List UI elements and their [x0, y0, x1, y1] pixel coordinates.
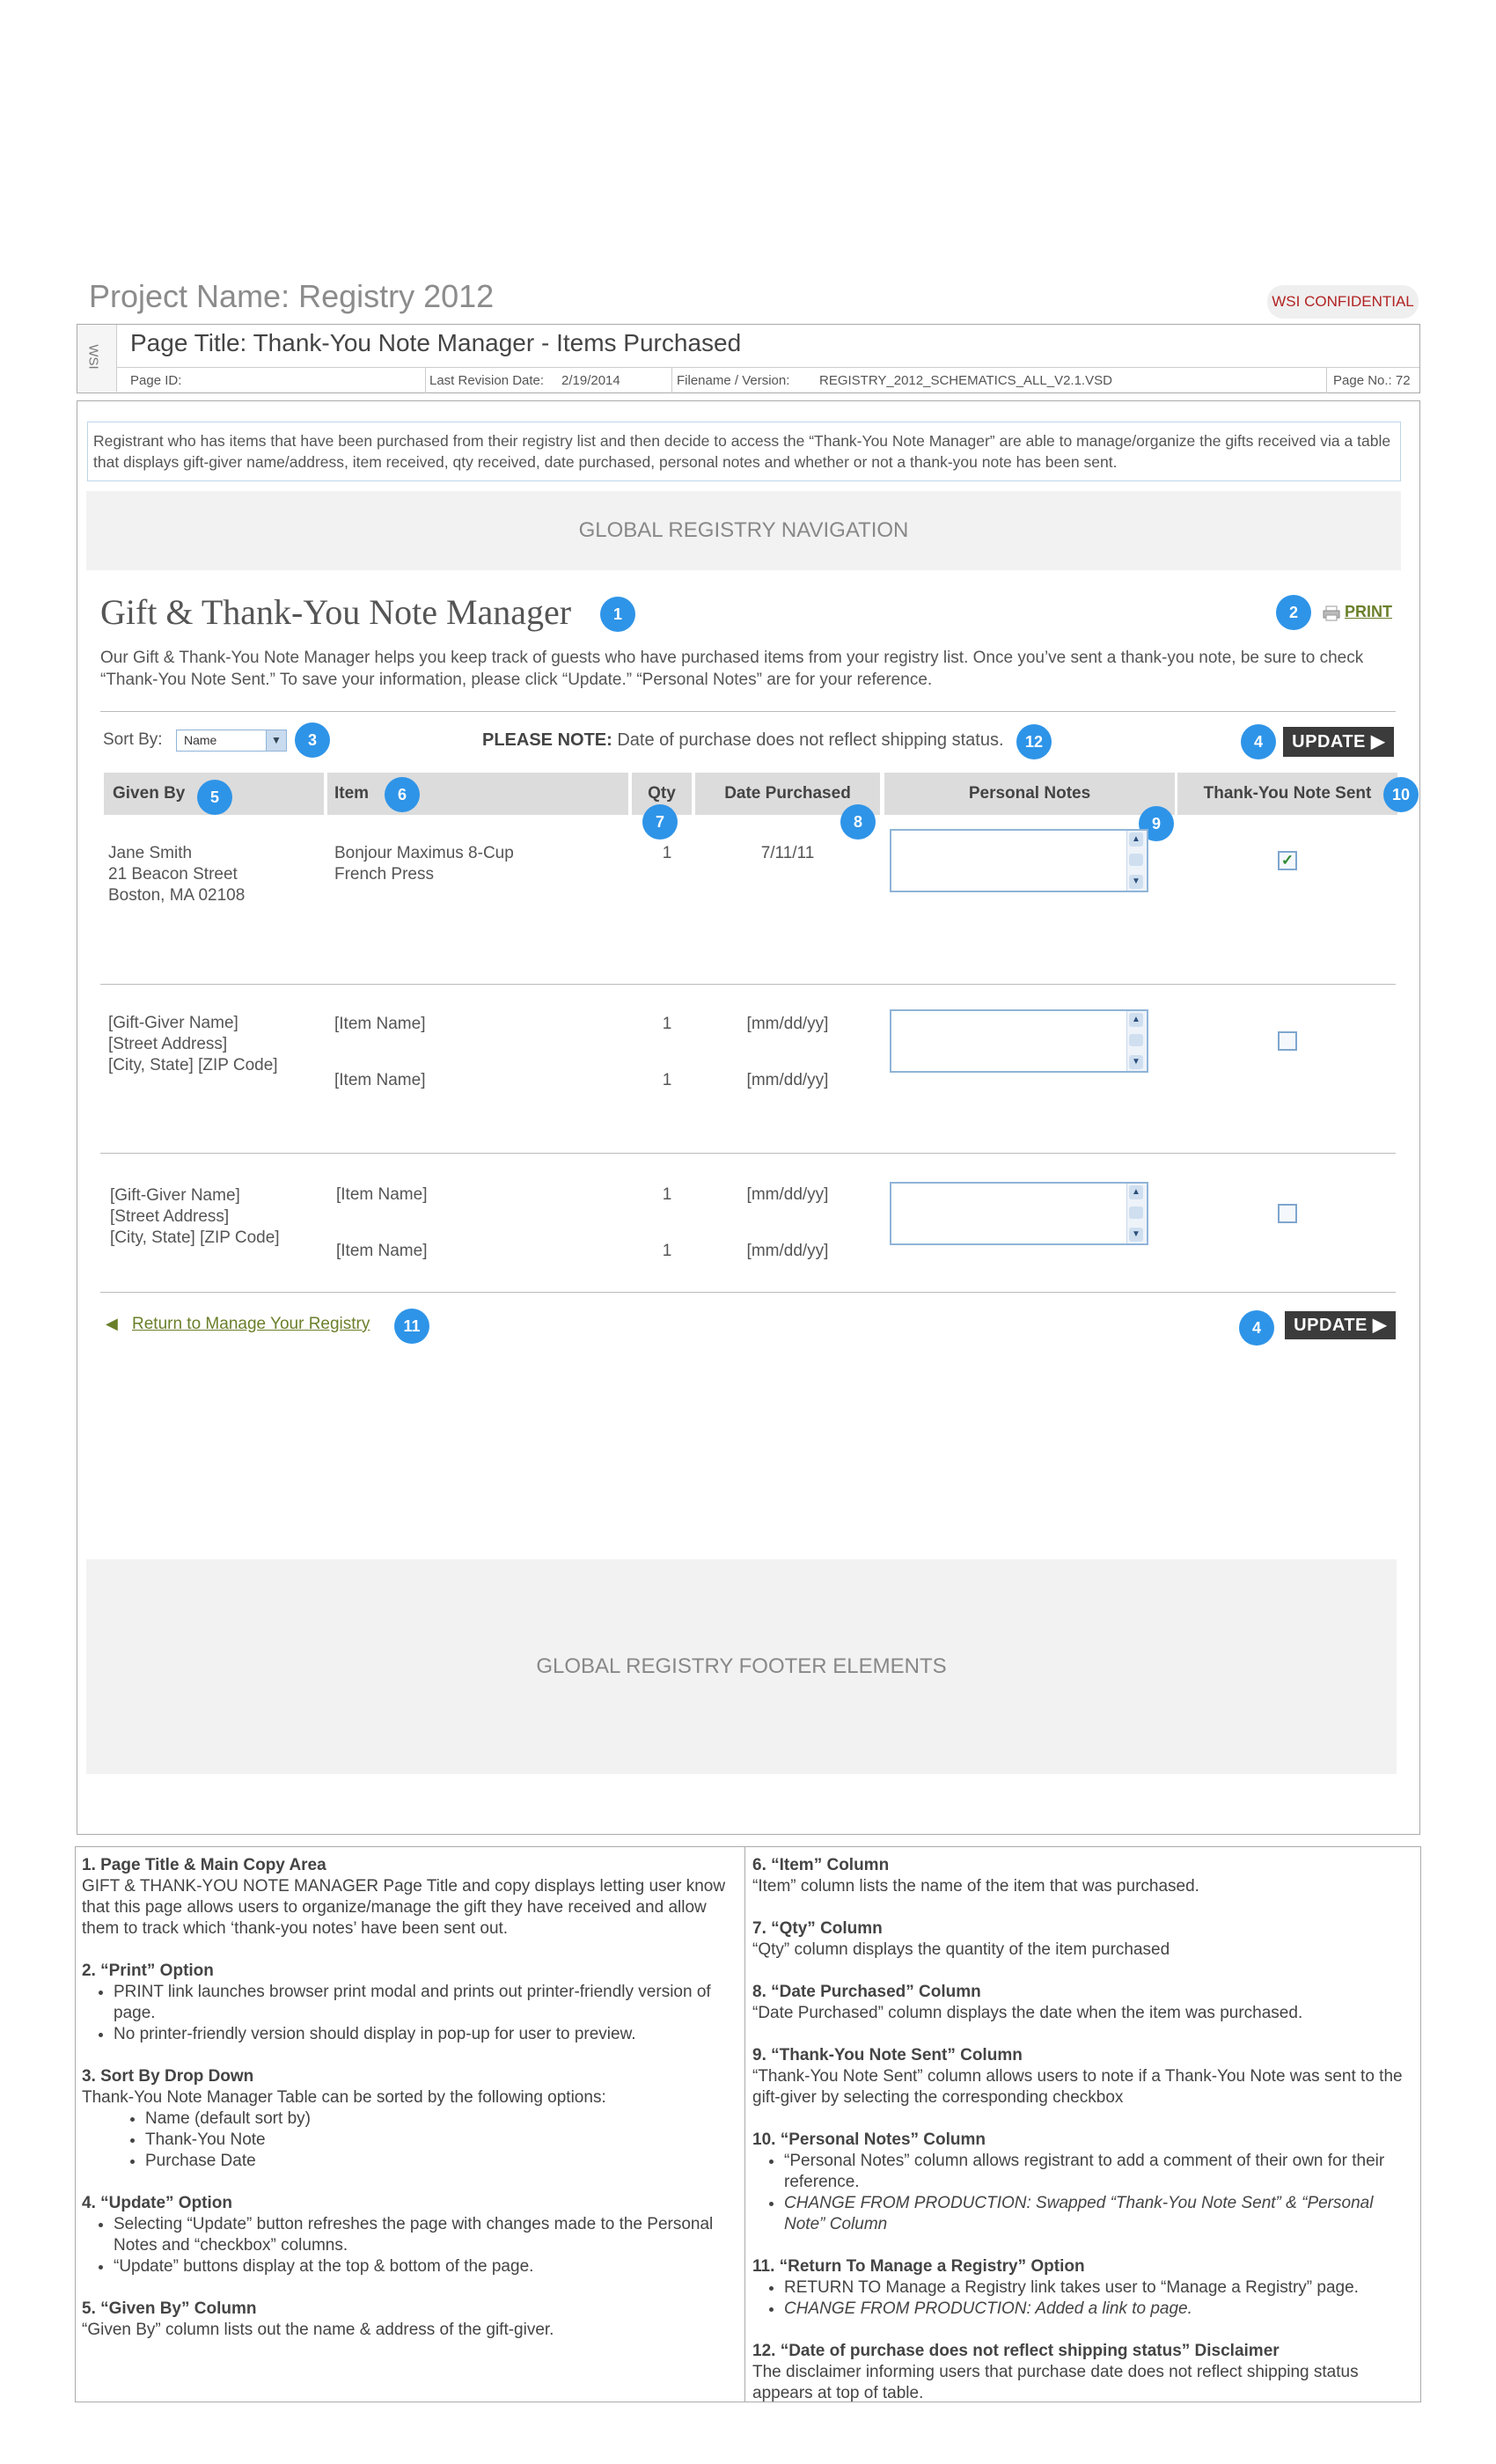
page-number: Page No.: 72 — [1333, 373, 1411, 388]
return-to-manage-registry-link[interactable]: Return to Manage Your Registry — [132, 1315, 370, 1333]
note-bullet: • Thank-You Note — [145, 2130, 737, 2151]
column-header-date-purchased[interactable]: Date Purchased — [695, 773, 880, 815]
note-text: “Qty” column displays the quantity of the item purchased — [752, 1940, 1170, 1959]
confidential-badge: WSI CONFIDENTIAL — [1267, 285, 1419, 319]
note-bullet: • “Personal Notes” column allows registrant to add a comment of their own for their reference. — [784, 2151, 1414, 2193]
giver-city: Boston, MA 02108 — [108, 886, 246, 905]
update-button-top[interactable]: UPDATE ▶ — [1283, 727, 1394, 757]
scroll-down-icon[interactable]: ▼ — [1129, 875, 1143, 889]
scroll-up-icon[interactable]: ▲ — [1129, 1185, 1143, 1199]
sort-by-label: Sort By: — [103, 730, 163, 749]
giver-name: [Gift-Giver Name] — [110, 1186, 240, 1205]
item-date: [mm/dd/yy] — [746, 1185, 829, 1204]
item-qty: 1 — [662, 1242, 672, 1260]
scrollbar[interactable] — [1126, 831, 1147, 891]
item-date: [mm/dd/yy] — [746, 1015, 829, 1033]
annotation-badge-4-bottom: 4 — [1239, 1310, 1274, 1346]
scroll-up-icon[interactable]: ▲ — [1129, 1013, 1143, 1027]
item-qty: 1 — [662, 1185, 672, 1204]
annotation-badge-8: 8 — [840, 804, 876, 840]
filename-label: Filename / Version: — [677, 373, 790, 388]
giver-address — [110, 1185, 280, 1249]
sort-by-select[interactable] — [176, 730, 287, 752]
shipping-disclaimer — [482, 730, 1004, 751]
annotation-badge-9: 9 — [1139, 806, 1174, 841]
item-name: [Item Name] — [336, 1242, 428, 1260]
scrollbar[interactable] — [1126, 1184, 1147, 1243]
scroll-down-icon[interactable]: ▼ — [1129, 1055, 1143, 1069]
global-navigation-placeholder: GLOBAL REGISTRY NAVIGATION — [86, 491, 1401, 570]
item-qty: 1 — [662, 1015, 672, 1033]
intro-description: Registrant who has items that have been purchased from their registry list and then decide to access the “Thank-You Note Manager” are able to manage/organize the gifts received via a table that displays gift-giver name/address, item received, qty received, date purchased, personal notes and whether or not a thank-you note has been sent. — [87, 422, 1401, 481]
note-title: 10. “Personal Notes” Column — [752, 2130, 986, 2149]
note-text: “Given By” column lists out the name & address of the gift-giver. — [82, 2321, 554, 2339]
item-date: [mm/dd/yy] — [746, 1071, 829, 1089]
giver-city: [City, State] [ZIP Code] — [110, 1228, 280, 1247]
notes-left-column — [82, 1855, 737, 2362]
item-date: 7/11/11 — [760, 844, 815, 862]
note-title: 2. “Print” Option — [82, 1962, 214, 1980]
giver-city: [City, State] [ZIP Code] — [108, 1056, 278, 1074]
row-divider — [100, 984, 1396, 985]
item-name: [Item Name] — [336, 1185, 428, 1204]
page-title: Page Title: Thank-You Note Manager - Items Purchased — [130, 329, 742, 356]
annotation-badge-7: 7 — [642, 804, 678, 840]
manager-copy: Our Gift & Thank-You Note Manager helps you keep track of guests who have purchased items from your registry list. Once you’ve sent a thank-you note, be sure to check “Thank-You Note Sent.” To save your information, please click “Update.” “Personal Notes” are for your reference. — [100, 649, 1364, 689]
giver-street: [Street Address] — [110, 1207, 230, 1226]
item-name: [Item Name] — [334, 1071, 426, 1089]
item-qty: 1 — [662, 844, 672, 862]
chevron-down-icon[interactable]: ▼ — [266, 730, 286, 751]
project-title: Project Name: Registry 2012 — [89, 278, 495, 314]
note-title: 8. “Date Purchased” Column — [752, 1983, 981, 2001]
personal-notes-textarea[interactable] — [890, 1182, 1148, 1245]
column-header-item[interactable]: Item — [327, 773, 628, 815]
item-qty: 1 — [662, 1071, 672, 1089]
thank-you-sent-checkbox[interactable]: ✓ — [1278, 851, 1297, 870]
note-title: 3. Sort By Drop Down — [82, 2067, 254, 2086]
wsi-tag-label: WSI — [85, 344, 101, 370]
sort-by-value: Name — [184, 733, 217, 747]
divider — [100, 711, 1396, 712]
note-title: 11. “Return To Manage a Registry” Option — [752, 2257, 1085, 2276]
personal-notes-textarea[interactable] — [890, 829, 1148, 892]
scroll-up-icon[interactable]: ▲ — [1129, 832, 1143, 847]
please-note-text: Date of purchase does not reflect shipping status. — [617, 730, 1004, 750]
note-bullet: • CHANGE FROM PRODUCTION: Swapped “Thank-You Note Sent” & “Personal Note” Column — [784, 2193, 1414, 2235]
note-title: 6. “Item” Column — [752, 1856, 890, 1874]
note-bullet: • Purchase Date — [145, 2151, 737, 2172]
note-text: GIFT & THANK-YOU NOTE MANAGER Page Title and copy displays letting user know that this page allows users to organize/manage the gift they have received and allow them to track which ‘thank-you notes’ have been sent out. — [82, 1877, 726, 1938]
personal-notes-textarea[interactable] — [890, 1009, 1148, 1073]
annotation-badge-11: 11 — [394, 1309, 429, 1344]
note-bullet: • RETURN TO Manage a Registry link takes user to “Manage a Registry” page. — [784, 2277, 1414, 2299]
scroll-down-icon[interactable]: ▼ — [1129, 1228, 1143, 1242]
last-revision-value: 2/19/2014 — [561, 373, 620, 388]
thank-you-sent-checkbox[interactable] — [1278, 1031, 1297, 1051]
annotation-badge-5: 5 — [197, 780, 232, 815]
annotation-badge-6: 6 — [385, 777, 420, 812]
note-bullet: • Selecting “Update” button refreshes the page with changes made to the Personal Notes and “checkbox” columns. — [114, 2214, 737, 2256]
annotation-badge-4-top: 4 — [1241, 724, 1276, 759]
note-text: “Thank-You Note Sent” column allows users to note if a Thank-You Note was sent to the gift-giver by selecting the corresponding checkbox — [752, 2067, 1403, 2107]
update-button-bottom[interactable]: UPDATE ▶ — [1285, 1311, 1396, 1339]
annotation-badge-3: 3 — [295, 722, 330, 758]
note-title: 5. “Given By” Column — [82, 2299, 257, 2318]
note-title: 4. “Update” Option — [82, 2194, 232, 2212]
giver-address — [108, 843, 245, 906]
left-arrow-icon[interactable]: ◀ — [106, 1315, 118, 1332]
last-revision-label: Last Revision Date: — [429, 373, 545, 388]
row-divider — [100, 1153, 1396, 1154]
scrollbar[interactable] — [1126, 1011, 1147, 1071]
manager-title: Gift & Thank-You Note Manager — [100, 592, 572, 632]
note-title: 7. “Qty” Column — [752, 1919, 883, 1938]
scroll-thumb[interactable] — [1129, 854, 1143, 866]
please-note-label: PLEASE NOTE: — [482, 730, 612, 750]
thank-you-sent-checkbox[interactable] — [1278, 1204, 1297, 1223]
note-bullet: • PRINT link launches browser print modal and prints out printer-friendly version of page. — [114, 1982, 737, 2024]
annotation-badge-1: 1 — [600, 597, 635, 632]
print-link[interactable]: PRINT — [1345, 603, 1392, 620]
giver-name: Jane Smith — [108, 844, 193, 862]
printer-icon[interactable] — [1323, 605, 1340, 621]
notes-divider — [744, 1847, 745, 2402]
wsi-tag — [77, 325, 117, 392]
annotation-badge-12: 12 — [1016, 724, 1052, 759]
column-header-personal-notes[interactable]: Personal Notes — [884, 773, 1175, 815]
column-header-thank-you-sent[interactable]: Thank-You Note Sent — [1177, 773, 1397, 815]
scroll-thumb[interactable] — [1129, 1206, 1143, 1219]
note-text: “Item” column lists the name of the item that was purchased. — [752, 1877, 1199, 1896]
annotation-badge-10: 10 — [1383, 777, 1419, 812]
annotation-badge-2: 2 — [1276, 595, 1311, 630]
item-name: [Item Name] — [334, 1015, 426, 1033]
item-name: Bonjour Maximus 8-Cup French Press — [334, 844, 514, 884]
giver-address — [108, 1013, 278, 1076]
column-header-given-by[interactable]: Given By — [104, 773, 324, 815]
giver-name: [Gift-Giver Name] — [108, 1014, 238, 1032]
note-bullet: • “Update” buttons display at the top & bottom of the page. — [114, 2256, 737, 2277]
meta-row — [117, 367, 1419, 393]
note-text: The disclaimer informing users that purchase date does not reflect shipping status appears at top of table. — [752, 2363, 1359, 2402]
note-title: 9. “Thank-You Note Sent” Column — [752, 2046, 1023, 2064]
note-text: Thank-You Note Manager Table can be sorted by the following options: — [82, 2088, 606, 2107]
note-bullet: • CHANGE FROM PRODUCTION: Added a link to page. — [784, 2299, 1414, 2320]
global-footer-placeholder: GLOBAL REGISTRY FOOTER ELEMENTS — [86, 1559, 1397, 1774]
note-bullet: • Name (default sort by) — [145, 2108, 737, 2130]
note-text: “Date Purchased” column displays the date when the item was purchased. — [752, 2004, 1303, 2022]
giver-street: [Street Address] — [108, 1035, 228, 1053]
filename-value: REGISTRY_2012_SCHEMATICS_ALL_V2.1.VSD — [819, 373, 1112, 388]
note-title: 12. “Date of purchase does not reflect shipping status” Disclaimer — [752, 2342, 1280, 2360]
notes-right-column — [752, 1855, 1414, 2425]
note-bullet: • No printer-friendly version should display in pop-up for user to preview. — [114, 2024, 737, 2045]
item-date: [mm/dd/yy] — [746, 1242, 829, 1260]
giver-street: 21 Beacon Street — [108, 865, 238, 884]
scroll-thumb[interactable] — [1129, 1034, 1143, 1046]
note-title: 1. Page Title & Main Copy Area — [82, 1856, 326, 1874]
column-header-qty[interactable]: Qty — [632, 773, 692, 815]
page-id-label: Page ID: — [130, 373, 182, 388]
row-divider — [100, 1292, 1396, 1293]
